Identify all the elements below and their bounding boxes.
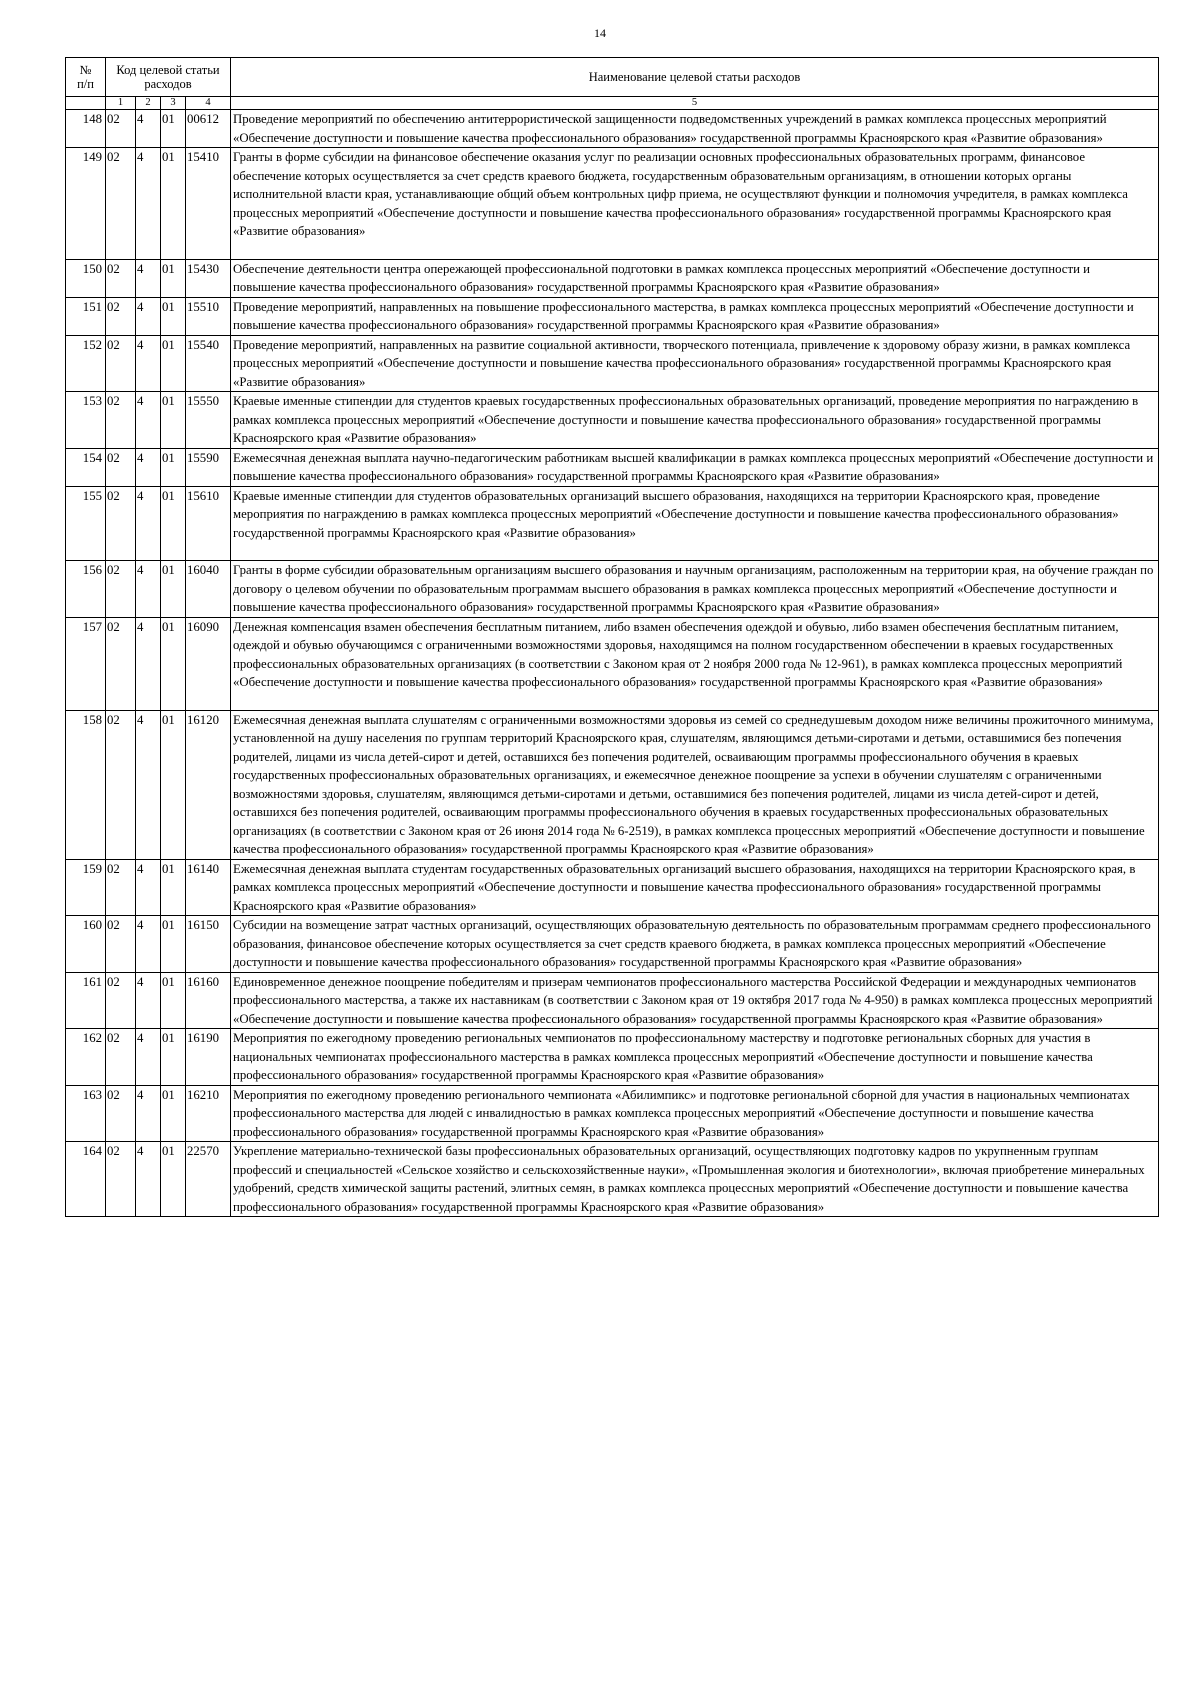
table-row xyxy=(66,448,1159,486)
expense-name-cell: Мероприятия по ежегодному проведению регионального чемпионата «Абилимпикс» и подготовке региональной сборной для участия в национальных чемпионатах профессионального мастерства для людей с инвалидностью в рамках комплекса процессных мероприятий «Обеспечение доступности и повышение качества профессионального образования» государственной программы Красноярского края «Развитие образования» xyxy=(231,1085,1159,1142)
expense-name-cell: Краевые именные стипендии для студентов краевых государственных профессиональных образовательных организаций, проведение мероприятия по награждению в рамках комплекса процессных мероприятий «Обеспечение доступности и повышение качества профессионального образования» государственной программы Красноярского края «Развитие образования» xyxy=(231,392,1159,449)
code-part-2-cell: 4 xyxy=(136,148,161,260)
code-part-2-cell: 4 xyxy=(136,859,161,916)
header-row-number: № п/п xyxy=(66,58,106,97)
expense-name-cell: Гранты в форме субсидии на финансовое обеспечение оказания услуг по реализации основных профессиональных образовательных программ, финансовое обеспечение которых осуществляется за счет средств краевого бюджета, государственным образовательным организациям, в отношении которых органы исполнительной власти края, устанавливающие общий объем контрольных цифр приема, не осуществляют функции и полномочия учредителя, в рамках комплекса процессных мероприятий «Обеспечение доступности и повышение качества профессионального образования» государственной программы Красноярского края «Развитие образования» xyxy=(231,148,1159,260)
row-number-cell: 149 xyxy=(66,148,106,260)
row-number-cell: 161 xyxy=(66,972,106,1029)
code-part-4-cell: 16140 xyxy=(186,859,231,916)
row-number-cell: 163 xyxy=(66,1085,106,1142)
code-part-2-cell: 4 xyxy=(136,916,161,973)
expense-name-cell: Ежемесячная денежная выплата научно-педагогическим работникам высшей квалификации в рамках комплекса процессных мероприятий «Обеспечение доступности и повышение качества профессионального образования» государственной программы Красноярского края «Развитие образования» xyxy=(231,448,1159,486)
code-part-4-cell: 16150 xyxy=(186,916,231,973)
row-number-cell: 152 xyxy=(66,335,106,392)
code-part-1-cell: 02 xyxy=(106,1085,136,1142)
code-part-4-cell: 15510 xyxy=(186,297,231,335)
header-index-blank xyxy=(66,97,106,110)
code-part-2-cell: 4 xyxy=(136,297,161,335)
table-row xyxy=(66,561,1159,618)
expense-name-cell: Единовременное денежное поощрение победителям и призерам чемпионатов профессионального мастерства Российской Федерации и международных чемпионатов профессионального мастерства, а также их наставникам (в соответствии с Законом края от 19 октября 2017 года № 4-950) в рамках комплекса процессных мероприятий «Обеспечение доступности и повышение качества профессионального образования» государственной программы Красноярского края «Развитие образования» xyxy=(231,972,1159,1029)
code-part-3-cell: 01 xyxy=(161,1029,186,1086)
code-part-4-cell: 22570 xyxy=(186,1142,231,1217)
code-part-4-cell: 16210 xyxy=(186,1085,231,1142)
expense-name-cell: Проведение мероприятий по обеспечению антитеррористической защищенности подведомственных учреждений в рамках комплекса процессных мероприятий «Обеспечение доступности и повышение качества профессионального образования» государственной программы Красноярского края «Развитие образования» xyxy=(231,110,1159,148)
table-row xyxy=(66,1085,1159,1142)
code-part-3-cell: 01 xyxy=(161,561,186,618)
page-number: 14 xyxy=(594,26,606,40)
code-part-3-cell: 01 xyxy=(161,448,186,486)
code-part-4-cell: 16040 xyxy=(186,561,231,618)
code-part-4-cell: 00612 xyxy=(186,110,231,148)
header-name: Наименование целевой статьи расходов xyxy=(231,58,1159,97)
code-part-1-cell: 02 xyxy=(106,617,136,710)
code-part-2-cell: 4 xyxy=(136,1029,161,1086)
code-part-3-cell: 01 xyxy=(161,110,186,148)
code-part-1-cell: 02 xyxy=(106,710,136,859)
table-row xyxy=(66,617,1159,710)
code-part-3-cell: 01 xyxy=(161,297,186,335)
table-row xyxy=(66,392,1159,449)
row-number-cell: 160 xyxy=(66,916,106,973)
expense-name-cell: Краевые именные стипендии для студентов образовательных организаций высшего образования, находящихся на территории Красноярского края, проведение мероприятия по награждению в рамках комплекса процессных мероприятий «Обеспечение доступности и повышение качества профессионального образования» государственной программы Красноярского края «Развитие образования» xyxy=(231,486,1159,561)
code-part-2-cell: 4 xyxy=(136,710,161,859)
code-part-3-cell: 01 xyxy=(161,710,186,859)
table-body xyxy=(66,110,1159,1217)
table-row xyxy=(66,148,1159,260)
code-part-4-cell: 15610 xyxy=(186,486,231,561)
table-row xyxy=(66,486,1159,561)
table-row xyxy=(66,710,1159,859)
row-number-cell: 151 xyxy=(66,297,106,335)
code-part-2-cell: 4 xyxy=(136,1142,161,1217)
code-part-3-cell: 01 xyxy=(161,335,186,392)
code-part-1-cell: 02 xyxy=(106,916,136,973)
code-part-2-cell: 4 xyxy=(136,561,161,618)
row-number-cell: 159 xyxy=(66,859,106,916)
row-number-cell: 157 xyxy=(66,617,106,710)
code-part-3-cell: 01 xyxy=(161,972,186,1029)
expense-name-cell: Проведение мероприятий, направленных на повышение профессионального мастерства, в рамках комплекса процессных мероприятий «Обеспечение доступности и повышение качества профессионального образования» государственной программы Красноярского края «Развитие образования» xyxy=(231,297,1159,335)
row-number-cell: 158 xyxy=(66,710,106,859)
row-number-cell: 155 xyxy=(66,486,106,561)
table-row xyxy=(66,259,1159,297)
code-part-1-cell: 02 xyxy=(106,392,136,449)
code-part-1-cell: 02 xyxy=(106,448,136,486)
expense-name-cell: Гранты в форме субсидии образовательным организациям высшего образования и научным организациям, расположенным на территории края, на обучение граждан по договору о целевом обучении по образовательным программам высшего образования в рамках комплекса процессных мероприятий «Обеспечение доступности и повышение качества профессионального образования» государственной программы Красноярского края «Развитие образования» xyxy=(231,561,1159,618)
code-part-3-cell: 01 xyxy=(161,916,186,973)
code-part-3-cell: 01 xyxy=(161,148,186,260)
code-part-3-cell: 01 xyxy=(161,617,186,710)
expense-name-cell: Укрепление материально-технической базы профессиональных образовательных организаций, осуществляющих подготовку кадров по укрупненным группам профессий и специальностей «Сельское хозяйство и сельскохозяйственные науки», «Промышленная экология и биотехнологии», включая приобретение минеральных удобрений, средств химической защиты растений, элитных семян, в рамках комплекса процессных мероприятий «Обеспечение доступности и повышение качества профессионального образования» государственной программы Красноярского края «Развитие образования» xyxy=(231,1142,1159,1217)
expense-name-cell: Ежемесячная денежная выплата слушателям с ограниченными возможностями здоровья из семей со среднедушевым доходом ниже величины прожиточного минимума, установленной на душу населения по группам территорий Красноярского края, слушателям, являющимся детьми-сиротами и детьми, оставшимися без попечения родителей, лицами из числа детей-сирот и детей, оставшихся без попечения родителей, осваивающим программы профессионального обучения в краевых государственных профессиональных образовательных организациях, и ежемесячное денежное поощрение за успехи в обучении слушателям с ограниченными возможностями здоровья, слушателям, являющимся детьми-сиротами и детьми, оставшимися без попечения родителей, лицами из числа детей-сирот и детей, оставшихся без попечения родителей, осваивающим программы профессионального обучения в краевых государственных профессиональных образовательных организациях (в соответствии с Законом края от 26 июня 2014 года № 6-2519), в рамках комплекса процессных мероприятий «Обеспечение доступности и повышение качества профессионального образования» государственной программы Красноярского края «Развитие образования» xyxy=(231,710,1159,859)
row-number-cell: 148 xyxy=(66,110,106,148)
expense-name-cell: Проведение мероприятий, направленных на развитие социальной активности, творческого потенциала, привлечение к здоровому образу жизни, в рамках комплекса процессных мероприятий «Обеспечение доступности и повышение качества профессионального образования» государственной программы Красноярского края «Развитие образования» xyxy=(231,335,1159,392)
code-part-4-cell: 16120 xyxy=(186,710,231,859)
budget-classification-table xyxy=(65,57,1159,1217)
table-row xyxy=(66,1142,1159,1217)
code-part-1-cell: 02 xyxy=(106,148,136,260)
header-index: 4 xyxy=(186,97,231,110)
row-number-cell: 156 xyxy=(66,561,106,618)
code-part-4-cell: 16160 xyxy=(186,972,231,1029)
expense-name-cell: Ежемесячная денежная выплата студентам государственных образовательных организаций высшего образования, находящихся на территории Красноярского края, в рамках комплекса процессных мероприятий «Обеспечение доступности и повышение качества профессионального образования» государственной программы Красноярского края «Развитие образования» xyxy=(231,859,1159,916)
header-index: 5 xyxy=(231,97,1159,110)
code-part-2-cell: 4 xyxy=(136,448,161,486)
code-part-1-cell: 02 xyxy=(106,110,136,148)
code-part-3-cell: 01 xyxy=(161,859,186,916)
code-part-4-cell: 15540 xyxy=(186,335,231,392)
table-row xyxy=(66,1029,1159,1086)
code-part-4-cell: 15590 xyxy=(186,448,231,486)
code-part-2-cell: 4 xyxy=(136,486,161,561)
table-row xyxy=(66,972,1159,1029)
code-part-2-cell: 4 xyxy=(136,335,161,392)
expense-name-cell: Обеспечение деятельности центра опережающей профессиональной подготовки в рамках комплекса процессных мероприятий «Обеспечение доступности и повышение качества профессионального образования» государственной программы Красноярского края «Развитие образования» xyxy=(231,259,1159,297)
header-index: 1 xyxy=(106,97,136,110)
code-part-1-cell: 02 xyxy=(106,972,136,1029)
code-part-1-cell: 02 xyxy=(106,859,136,916)
table-row xyxy=(66,110,1159,148)
code-part-3-cell: 01 xyxy=(161,259,186,297)
row-number-cell: 154 xyxy=(66,448,106,486)
code-part-3-cell: 01 xyxy=(161,1085,186,1142)
row-number-cell: 164 xyxy=(66,1142,106,1217)
row-number-cell: 150 xyxy=(66,259,106,297)
table-row xyxy=(66,916,1159,973)
header-code-group: Код целевой статьи расходов xyxy=(106,58,231,97)
code-part-2-cell: 4 xyxy=(136,259,161,297)
code-part-4-cell: 15430 xyxy=(186,259,231,297)
code-part-4-cell: 16090 xyxy=(186,617,231,710)
header-index: 2 xyxy=(136,97,161,110)
expense-name-cell: Субсидии на возмещение затрат частных организаций, осуществляющих образовательную деятельность по образовательным программам среднего профессионального образования, финансовое обеспечение которых осуществляется за счет средств краевого бюджета, в рамках комплекса процессных мероприятий «Обеспечение доступности и повышение качества профессионального образования» государственной программы Красноярского края «Развитие образования» xyxy=(231,916,1159,973)
code-part-4-cell: 15550 xyxy=(186,392,231,449)
row-number-cell: 153 xyxy=(66,392,106,449)
code-part-4-cell: 15410 xyxy=(186,148,231,260)
table-row xyxy=(66,297,1159,335)
code-part-1-cell: 02 xyxy=(106,1142,136,1217)
expense-name-cell: Мероприятия по ежегодному проведению региональных чемпионатов по профессиональному мастерству и подготовке региональных сборных для участия в национальных чемпионатах профессионального мастерства в рамках комплекса процессных мероприятий «Обеспечение доступности и повышение качества профессионального образования» государственной программы Красноярского края «Развитие образования» xyxy=(231,1029,1159,1086)
code-part-1-cell: 02 xyxy=(106,297,136,335)
code-part-2-cell: 4 xyxy=(136,392,161,449)
code-part-2-cell: 4 xyxy=(136,110,161,148)
code-part-1-cell: 02 xyxy=(106,335,136,392)
code-part-4-cell: 16190 xyxy=(186,1029,231,1086)
table-row xyxy=(66,335,1159,392)
code-part-2-cell: 4 xyxy=(136,1085,161,1142)
code-part-3-cell: 01 xyxy=(161,1142,186,1217)
code-part-3-cell: 01 xyxy=(161,392,186,449)
expense-name-cell: Денежная компенсация взамен обеспечения бесплатным питанием, либо взамен обеспечения одеждой и обувью, либо взамен обеспечения бесплатным питанием, одеждой и обувью обучающимся с ограниченными возможностями здоровья, находящимся на полном государственном обеспечении в краевых государственных профессиональных образовательных организациях (в соответствии с Законом края от 2 ноября 2000 года № 12-961), в рамках комплекса процессных мероприятий «Обеспечение доступности и повышение качества профессионального образования» государственной программы Красноярского края «Развитие образования» xyxy=(231,617,1159,710)
code-part-1-cell: 02 xyxy=(106,486,136,561)
code-part-1-cell: 02 xyxy=(106,561,136,618)
row-number-cell: 162 xyxy=(66,1029,106,1086)
table-row xyxy=(66,859,1159,916)
header-index: 3 xyxy=(161,97,186,110)
code-part-3-cell: 01 xyxy=(161,486,186,561)
code-part-1-cell: 02 xyxy=(106,259,136,297)
code-part-1-cell: 02 xyxy=(106,1029,136,1086)
code-part-2-cell: 4 xyxy=(136,972,161,1029)
code-part-2-cell: 4 xyxy=(136,617,161,710)
